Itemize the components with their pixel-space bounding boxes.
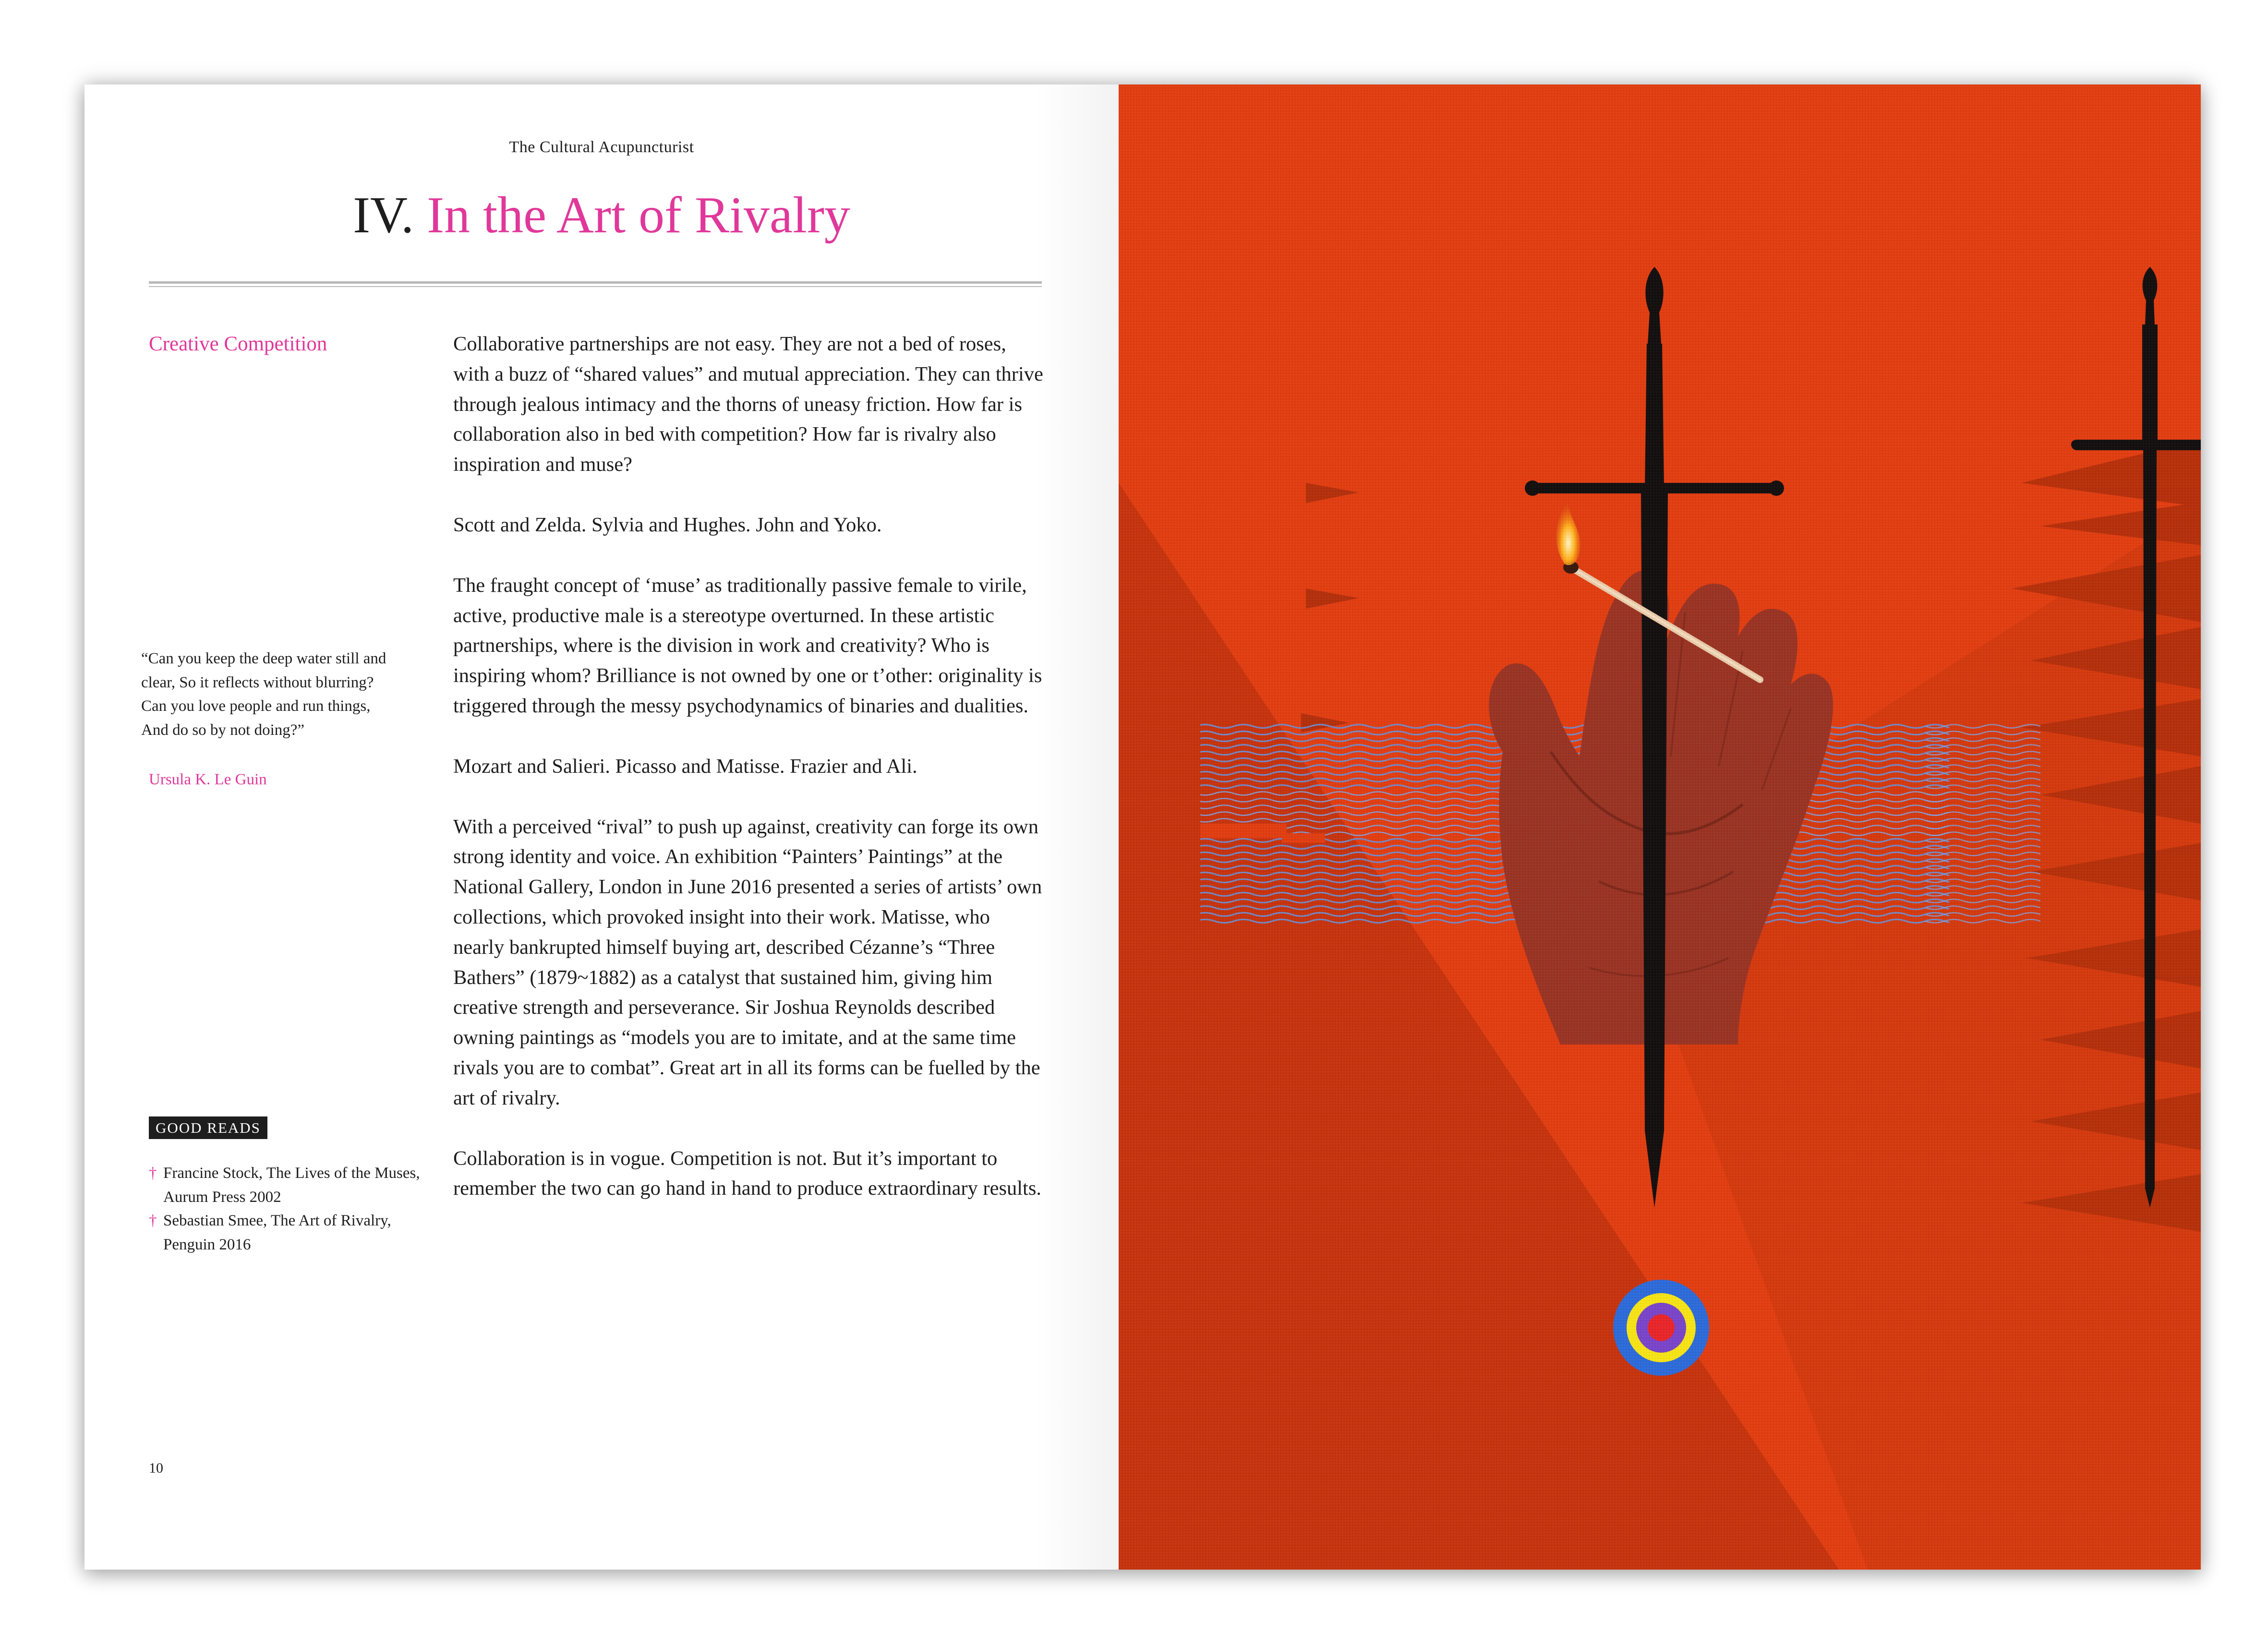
page-number: 10 — [149, 1460, 163, 1476]
body-column — [453, 329, 1044, 1234]
list-item — [149, 1209, 437, 1257]
pull-quote-author: Ursula K. Le Guin — [149, 771, 267, 788]
chapter-numeral: IV. — [353, 187, 414, 244]
magazine-spread — [84, 84, 2201, 1570]
body-paragraph-2: Scott and Zelda. Sylvia and Hughes. John and Yoko. — [453, 513, 882, 536]
side-heading: Creative Competition — [149, 333, 327, 355]
canvas-texture — [1119, 84, 2201, 1570]
body-paragraph-4: Mozart and Salieri. Picasso and Matisse. Frazier and Ali. — [453, 755, 917, 778]
illustration — [1119, 84, 2201, 1570]
left-page — [84, 84, 1119, 1570]
title-rule-thin — [149, 286, 1042, 287]
good-reads-label: GOOD READS — [149, 1116, 267, 1139]
title-rule-thick — [149, 281, 1042, 284]
chapter-title — [84, 187, 1119, 244]
body-paragraph-6: Collaboration is in vogue. Competition is not. But it’s important to remember the two can go hand in hand to produce extraordinary results. — [453, 1147, 1042, 1200]
good-reads-list — [149, 1162, 437, 1257]
body-paragraph-1: Collaborative partnerships are not easy. They are not a bed of roses, with a buzz of “shared values” and mutual appreciation. They can thrive through jealous intimacy and the thorns of uneasy friction. How far is collaboration also in bed with competition? How far is rivalry also inspiration and muse? — [453, 333, 1043, 476]
list-item — [149, 1162, 437, 1209]
body-paragraph-5: With a perceived “rival” to push up against, creativity can forge its own strong identity and voice. An exhibition “Painters’ Paintings” at the National Gallery, London in June 2016 presented a series of artists’ own collections, which provoked insight into their work. Matisse, who nearly bankrupted himself buying art, described Cézanne’s “Three Bathers” (1879~1882) as a catalyst that sustained him, giving him creative strength and perseverance. Sir Joshua Reynolds described owning paintings as “models you are to imitate, and at the same time rivals you are to combat”. Great art in all its forms can be fuelled by the art of rivalry. — [453, 815, 1042, 1109]
good-read-text: Francine Stock, The Lives of the Muses, Aurum Press 2002 — [163, 1164, 420, 1206]
dagger-icon: † — [149, 1164, 157, 1182]
pull-quote: “Can you keep the deep water still and clear, So it reflects without blurring? Can you love people and run things, And do so by not doing?” — [141, 650, 386, 739]
dagger-icon: † — [149, 1212, 157, 1229]
illustration-page — [1119, 84, 2201, 1570]
body-paragraph-3: The fraught concept of ‘muse’ as traditionally passive female to virile, active, productive male is a stereotype overturned. In these artistic partnerships, where is the division in work and creativity? Who is inspiring whom? Brilliance is not owned by one or t’other: originality is triggered through the messy psychodynamics of binaries and dualities. — [453, 574, 1042, 717]
chapter-title-text: In the Art of Rivalry — [427, 187, 850, 244]
running-head: The Cultural Acupuncturist — [509, 138, 694, 156]
good-read-text: Sebastian Smee, The Art of Rivalry, Penguin 2016 — [163, 1212, 391, 1253]
